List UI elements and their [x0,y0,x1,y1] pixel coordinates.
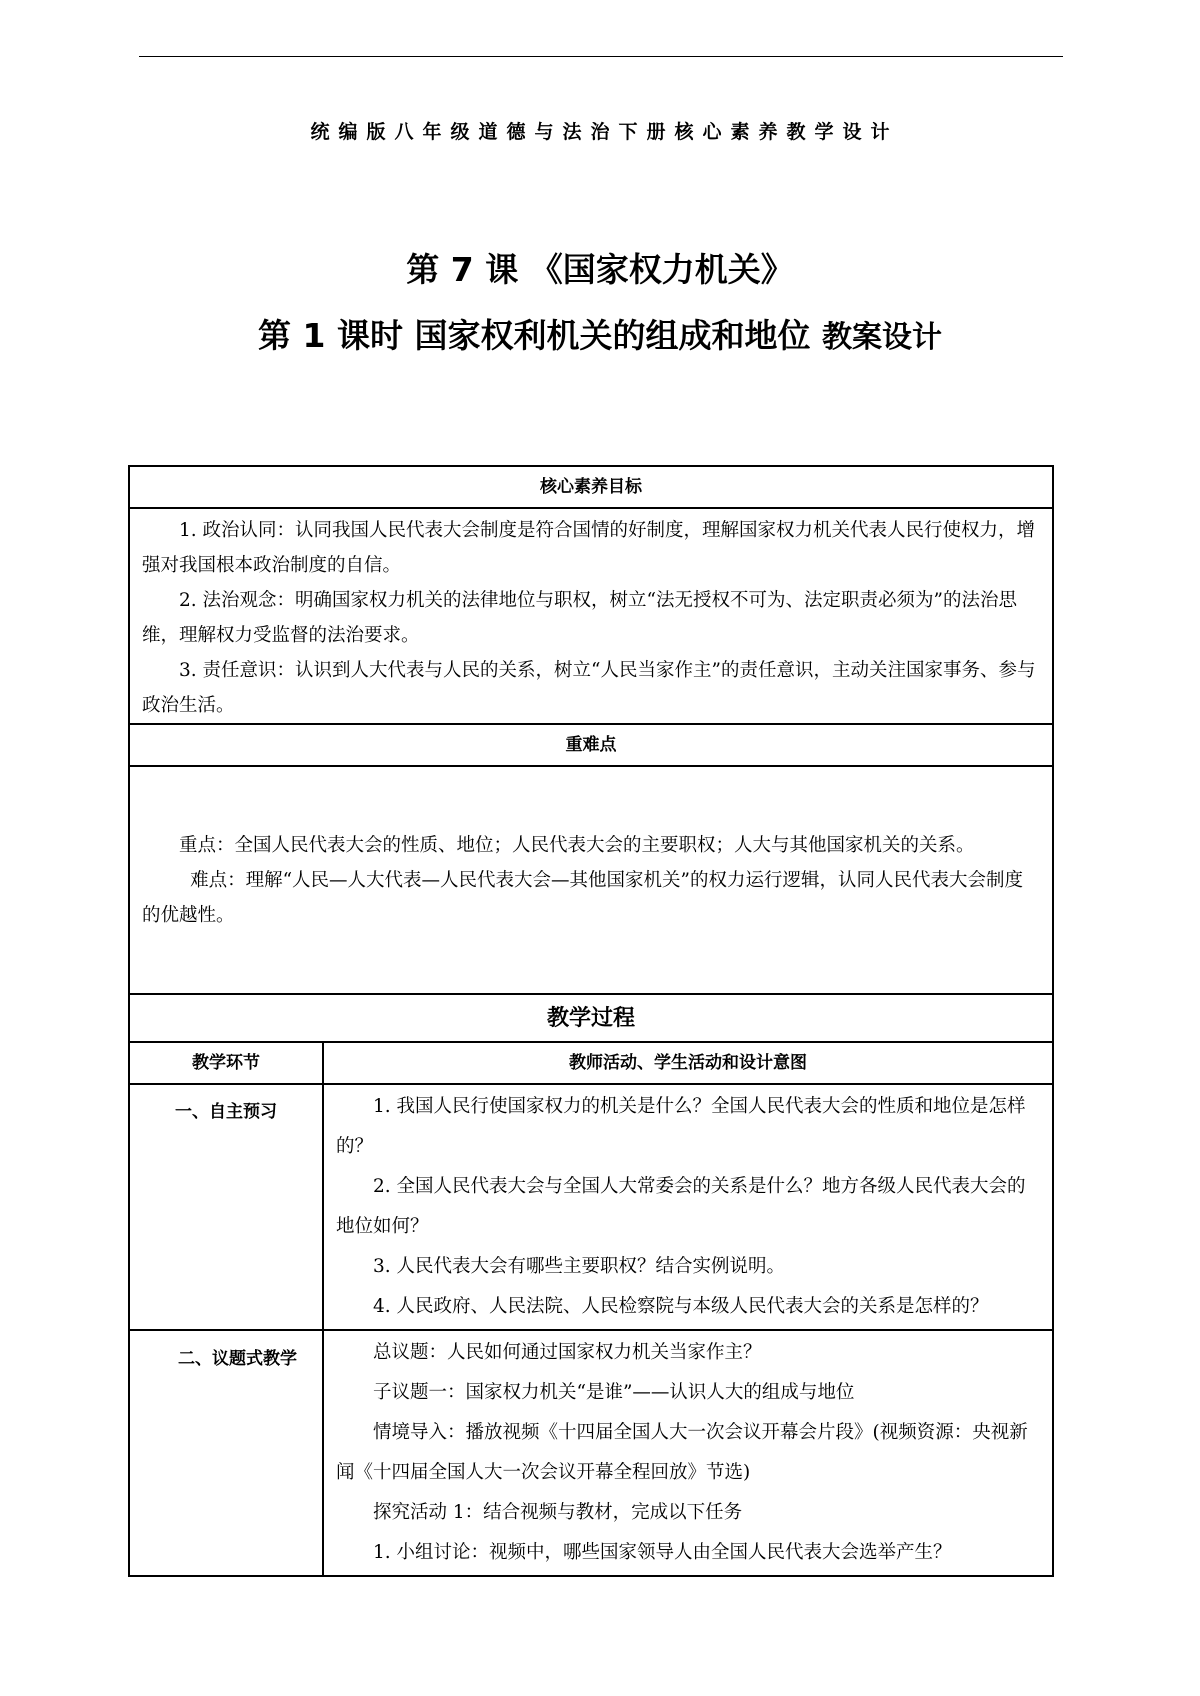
core-goals-header: 核心素养目标 [129,466,1053,508]
activity-line: 1. 我国人民行使国家权力的机关是什么？全国人民代表大会的性质和地位是怎样的？ [336,1096,1026,1157]
activity-line: 2. 全国人民代表大会与全国人大常委会的关系是什么？地方各级人民代表大会的地位如何？ [336,1176,1026,1237]
activity-line: 情境导入：播放视频《十四届全国人大一次会议开幕会片段》(视频资源：央视新闻《十四届全国人大一次会议开幕全程回放》节选) [336,1422,1028,1483]
activity-line: 4. 人民政府、人民法院、人民检察院与本级人民代表大会的关系是怎样的？ [373,1296,989,1317]
difficulty-text: 难点：理解“人民—人大代表—人民代表大会—其他国家机关”的权力运行逻辑，认同人民代表大会制度的优越性。 [142,869,1024,926]
core-goal-item: 3. 责任意识：认识到人大代表与人民的关系，树立“人民当家作主”的责任意识，主动关注国家事务、参与政治生活。 [142,660,1036,716]
activity-cell [323,1084,1053,1330]
core-goal-item: 2. 法治观念：明确国家权力机关的法律地位与职权，树立“法无授权不可为、法定职责必须为”的法治思维，理解权力受监督的法治要求。 [142,590,1017,646]
table-row [129,1330,1053,1576]
series-title: 统编版八年级道德与法治下册核心素养教学设计 [310,121,899,143]
lesson-plan-table [128,465,1054,1577]
activity-cell [323,1330,1053,1576]
process-header: 教学过程 [129,994,1053,1042]
key-point-text: 重点：全国人民代表大会的性质、地位；人民代表大会的主要职权；人大与其他国家机关的关系。 [179,834,975,856]
activity-line: 探究活动 1：结合视频与教材，完成以下任务 [373,1502,743,1523]
core-goal-item: 1. 政治认同：认同我国人民代表大会制度是符合国情的好制度，理解国家权力机关代表人民行使权力，增强对我国根本政治制度的自信。 [142,520,1036,576]
lesson-subtitle-main: 第 1 课时 国家权利机关的组成和地位 [258,316,811,355]
key-points-header: 重难点 [129,724,1053,766]
activity-line: 子议题一：国家权力机关“是谁”——认识人大的组成与地位 [373,1382,855,1403]
stage-cell: 一、自主预习 [129,1084,323,1330]
key-points-content [129,766,1053,994]
header-rule [139,56,1063,57]
table-row [129,1084,1053,1330]
lesson-title: 第 7 课 《国家权力机关》 [406,250,794,289]
lesson-subtitle [0,310,1200,357]
activity-line: 3. 人民代表大会有哪些主要职权？结合实例说明。 [373,1256,786,1277]
core-goals-content [129,508,1053,724]
activity-line: 1. 小组讨论：视频中，哪些国家领导人由全国人民代表大会选举产生？ [373,1542,952,1563]
activity-line: 总议题：人民如何通过国家权力机关当家作主？ [373,1342,762,1363]
column-header-activity: 教师活动、学生活动和设计意图 [323,1042,1053,1084]
lesson-subtitle-suffix: 教案设计 [821,320,942,355]
column-header-stage: 教学环节 [129,1042,323,1084]
stage-cell: 二、议题式教学 [129,1330,323,1576]
